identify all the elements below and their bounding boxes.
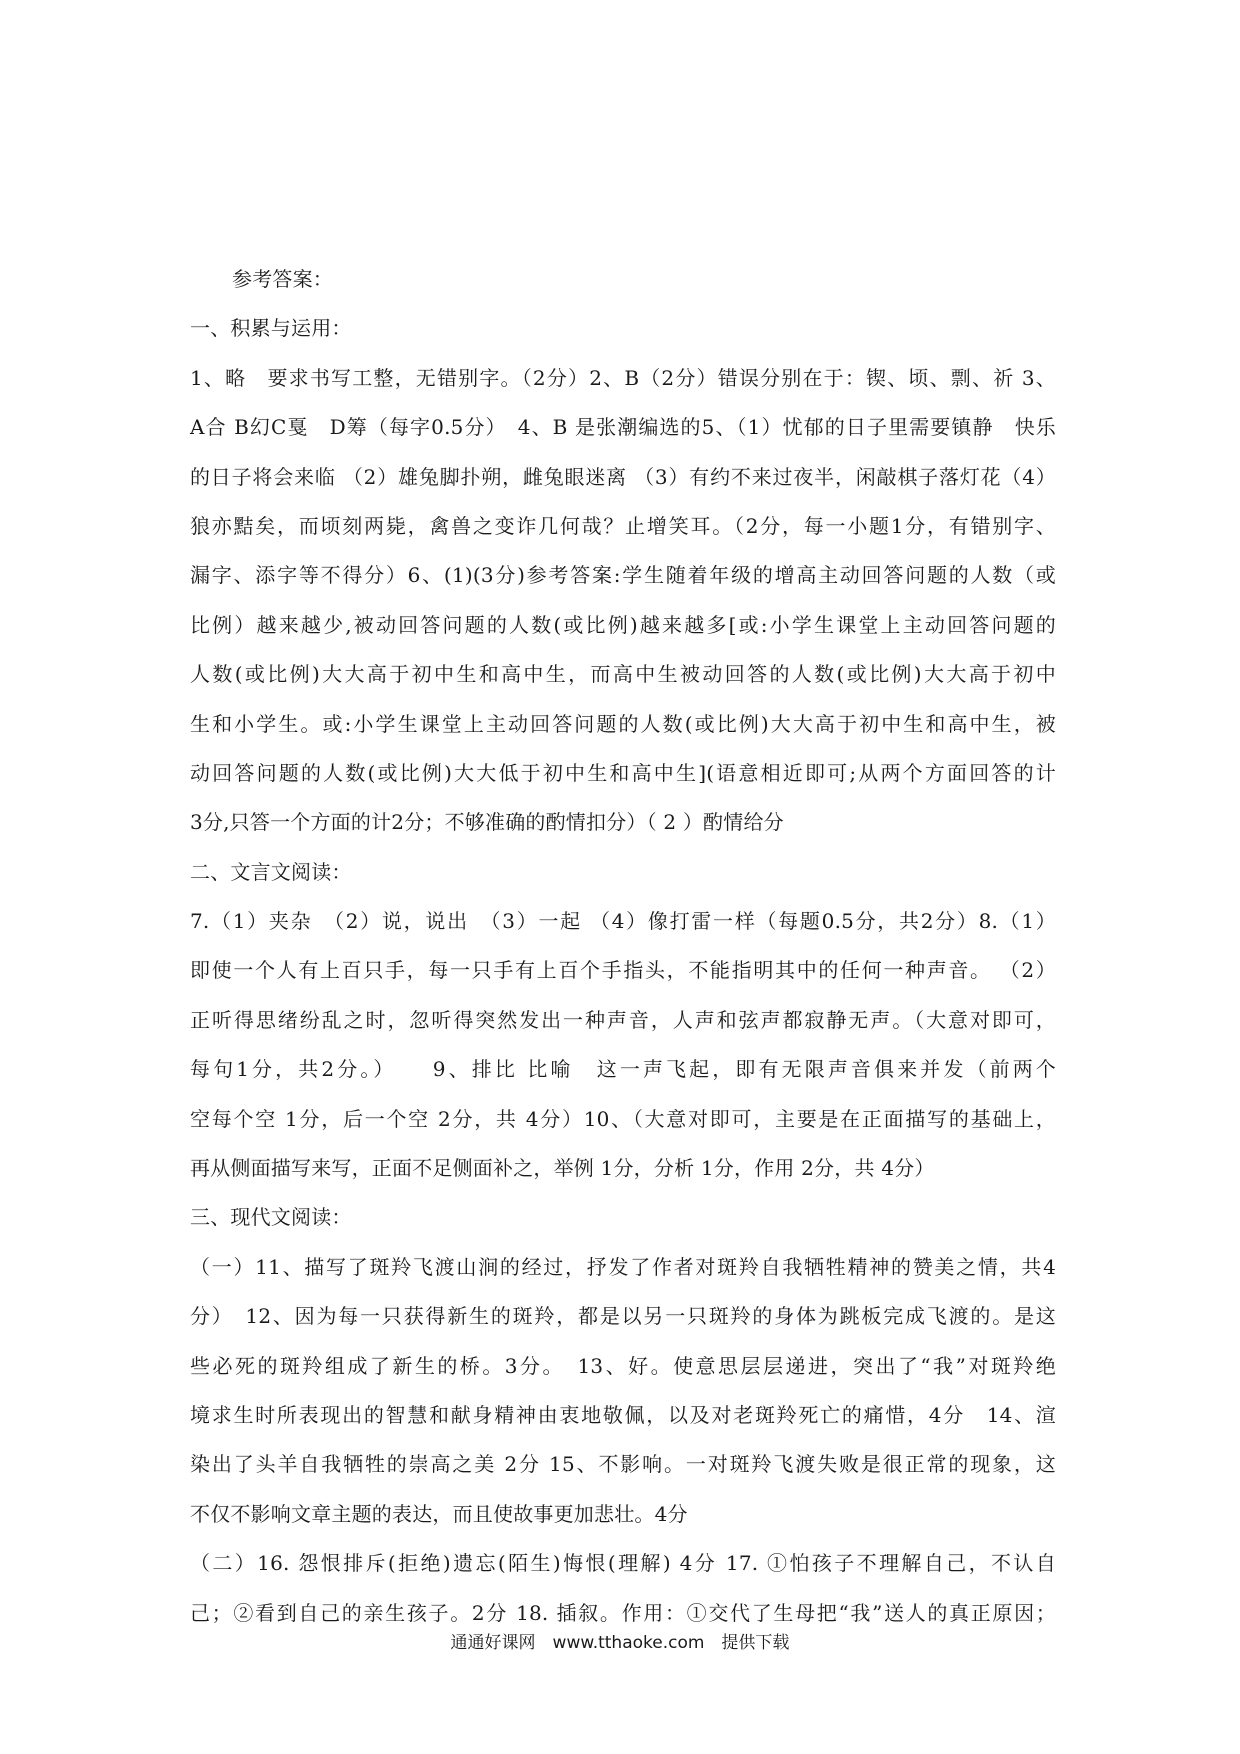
answer-key-body <box>190 255 1056 1638</box>
text-line: 己；②看到自己的亲生孩子。2分 18. 插叙。作用：①交代了生母把“我”送人的真正原因； <box>190 1600 1056 1625</box>
text-line: 染出了头羊自我牺牲的崇高之美 2分 15、不影响。一对斑羚飞渡失败是很正常的现象，这 <box>190 1452 1056 1477</box>
text-line: 动回答问题的人数(或比例)大大低于初中生和高中生](语意相近即可;从两个方面回答的计 <box>190 760 1056 785</box>
text-line: 一、积累与运用： <box>190 316 352 341</box>
text-line: 7.（1）夹杂 （2）说，说出 （3）一起 （4）像打雷一样（每题0.5分，共2分）8.（1） <box>190 909 1056 934</box>
text-line: 生和小学生。或:小学生课堂上主动回答问题的人数(或比例)大大高于初中生和高中生，被 <box>190 711 1056 736</box>
text-line: 漏字、添字等不得分）6、(1)(3分)参考答案:学生随着年级的增高主动回答问题的人数（或 <box>190 563 1056 588</box>
page-footer: 通通好课网 www.tthaoke.com 提供下载 <box>450 1633 790 1653</box>
text-line: 三、现代文阅读： <box>190 1205 352 1230</box>
text-line: （一）11、描写了斑羚飞渡山涧的经过，抒发了作者对斑羚自我牺牲精神的赞美之情，共4 <box>190 1254 1056 1279</box>
text-line: 1、略 要求书写工整，无错别字。（2分）2、B（2分）错误分别在于：锲、顷、剽、祈 3、 <box>190 365 1056 390</box>
text-line: 些必死的斑羚组成了新生的桥。3分。 13、好。使意思层层递进，突出了“我”对斑羚绝 <box>190 1353 1056 1378</box>
text-line: 再从侧面描写来写，正面不足侧面补之，举例 1分，分析 1分，作用 2分，共 4分） <box>190 1156 935 1181</box>
text-line: 分） 12、因为每一只获得新生的斑羚，都是以另一只斑羚的身体为跳板完成飞渡的。是这 <box>190 1304 1056 1329</box>
text-line: 不仅不影响文章主题的表达，而且使故事更加悲壮。4分 <box>190 1501 688 1526</box>
text-line: （二）16. 怨恨排斥(拒绝)遗忘(陌生)悔恨(理解) 4分 17. ①怕孩子不理解自己，不认自 <box>190 1551 1056 1576</box>
document-title: 参考答案： <box>232 267 333 291</box>
text-line: 境求生时所表现出的智慧和献身精神由衷地敬佩，以及对老斑羚死亡的痛惜，4分 14、渲 <box>190 1402 1056 1427</box>
text-line: 即使一个人有上百只手，每一只手有上百个手指头，不能指明其中的任何一种声音。 （2） <box>190 958 1056 983</box>
text-line: 每句1分，共2分。） 9、排比 比喻 这一声飞起，即有无限声音俱来并发（前两个 <box>190 1057 1056 1082</box>
text-line: 3分,只答一个方面的计2分；不够准确的酌情扣分）（ 2 ）酌情给分 <box>190 810 784 835</box>
text-line: 空每个空 1分，后一个空 2分，共 4分）10、（大意对即可，主要是在正面描写的基础上， <box>190 1106 1056 1131</box>
text-line: 二、文言文阅读： <box>190 859 352 884</box>
text-line: 正听得思绪纷乱之时，忽听得突然发出一种声音，人声和弦声都寂静无声。（大意对即可， <box>190 1007 1056 1032</box>
text-line: A合 B幻C戛 D筹（每字0.5分） 4、B 是张潮编选的5、（1）忧郁的日子里需要镇静 快乐 <box>190 415 1056 440</box>
text-line: 人数(或比例)大大高于初中生和高中生，而高中生被动回答的人数(或比例)大大高于初中 <box>190 662 1056 687</box>
text-line: 狼亦黠矣，而顷刻两毙，禽兽之变诈几何哉？止增笑耳。（2分，每一小题1分，有错别字、 <box>190 513 1056 538</box>
text-line: 比例）越来越少,被动回答问题的人数(或比例)越来越多[或:小学生课堂上主动回答问题的 <box>190 612 1056 637</box>
text-line: 的日子将会来临 （2）雄兔脚扑朔，雌兔眼迷离 （3）有约不来过夜半，闲敲棋子落灯花（4） <box>190 464 1056 489</box>
